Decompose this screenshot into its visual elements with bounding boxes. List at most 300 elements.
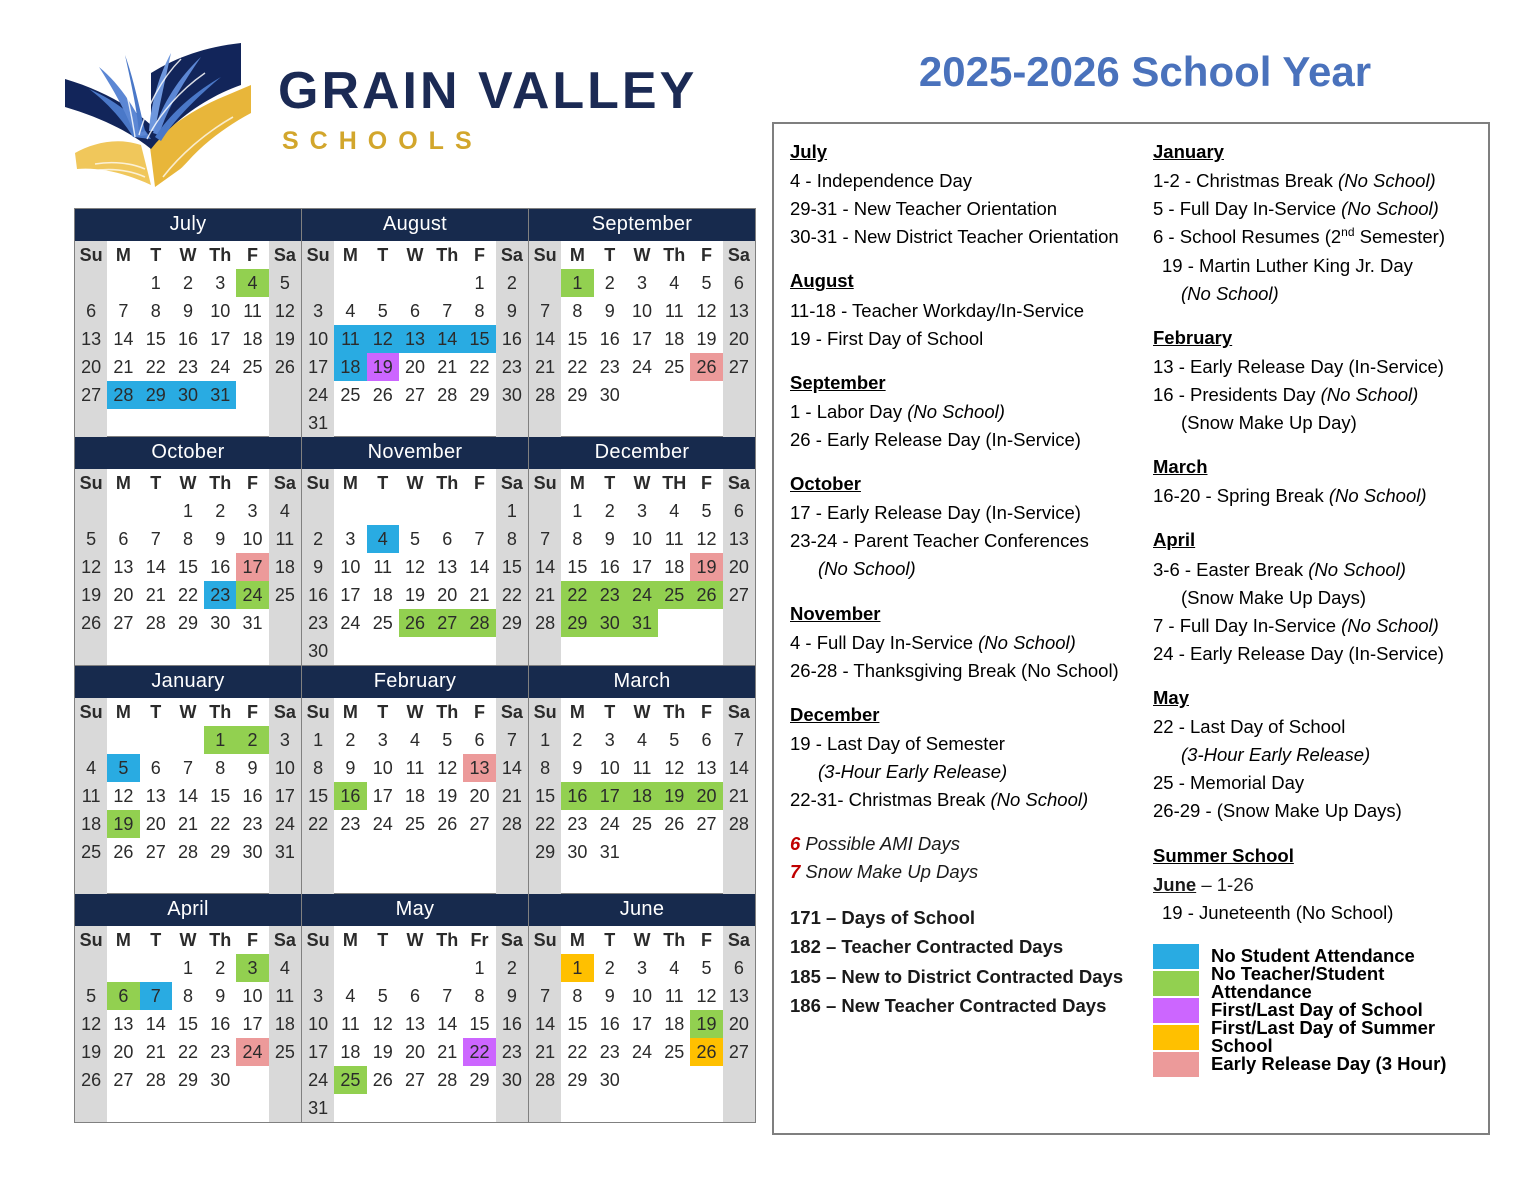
month-table: [529, 241, 755, 437]
day-cell: 9: [247, 757, 258, 778]
empty-cell: [236, 637, 268, 665]
weekday-header: F: [690, 469, 722, 497]
empty-cell: [367, 954, 399, 982]
empty-cell: [269, 637, 301, 665]
day-cell: 22: [496, 581, 528, 609]
weekday-header: Th: [658, 241, 690, 269]
weekday-header: Su: [75, 698, 107, 726]
day-cell: 5: [75, 525, 107, 553]
note-line: (Snow Make Up Days): [1181, 586, 1367, 608]
day-cell: 28: [463, 609, 495, 637]
day-cell: 18: [269, 553, 301, 581]
day-cell: 26: [113, 841, 134, 862]
note-section-may: [1153, 684, 1472, 826]
weekday-header-row: [529, 926, 755, 954]
day-cell: 31: [204, 381, 236, 409]
week-row: [75, 525, 301, 553]
day-cell: 18: [664, 329, 685, 349]
empty-cell: [334, 838, 366, 866]
day-cell: 10: [631, 529, 652, 550]
note-section-heading: November: [790, 602, 881, 624]
note-section-heading: May: [1153, 687, 1189, 709]
month-table: [75, 698, 301, 894]
week-row: [529, 1010, 755, 1038]
day-cell: 17: [242, 1013, 263, 1034]
weekday-header: F: [463, 241, 495, 269]
district-logo: [55, 22, 755, 197]
note-line: (No School): [1181, 282, 1279, 304]
day-cell: 12: [269, 297, 301, 325]
week-row: [529, 353, 755, 381]
note-section-july: [790, 138, 1127, 251]
day-cell: 9: [604, 985, 615, 1006]
day-cell: 26: [690, 353, 722, 381]
ami-line: 6 Possible AMI Days: [790, 833, 960, 855]
day-cell: 14: [529, 325, 561, 353]
day-cell: 26: [75, 609, 107, 637]
empty-cell: [431, 269, 463, 297]
week-row: [75, 982, 301, 1010]
weekday-header: Sa: [496, 926, 528, 954]
day-cell: 11: [664, 985, 684, 1006]
ami-days-block: [790, 830, 1127, 886]
day-cell: 13: [723, 525, 755, 553]
contracted-days-totals: [790, 903, 1127, 1021]
day-cell: 17: [631, 1013, 652, 1034]
week-row: [302, 497, 528, 525]
month-december: [529, 437, 755, 664]
empty-cell: [431, 1094, 463, 1122]
week-row: [529, 637, 755, 665]
day-cell: 27: [75, 381, 107, 409]
day-cell: 21: [496, 782, 528, 810]
week-row: [302, 609, 528, 637]
day-cell: 23: [177, 357, 198, 377]
month-table: [302, 469, 528, 665]
legend-label: Early Release Day (3 Hour): [1211, 1053, 1447, 1075]
empty-cell: [172, 409, 204, 437]
empty-cell: [334, 269, 366, 297]
day-cell: 7: [118, 301, 129, 321]
day-cell: 18: [75, 810, 107, 838]
empty-cell: [399, 954, 431, 982]
week-row: [75, 1094, 301, 1122]
weekday-header: Sa: [723, 241, 755, 269]
day-cell: 14: [145, 557, 166, 578]
note-section-january: [1153, 138, 1472, 308]
month-april: [75, 894, 302, 1122]
day-cell: 1: [496, 497, 528, 525]
day-cell: 10: [372, 757, 393, 778]
day-cell: 7: [474, 529, 485, 550]
day-cell: 6: [409, 985, 420, 1006]
empty-cell: [269, 1066, 301, 1094]
weekday-header: M: [107, 926, 139, 954]
note-line: 26 - Early Release Day (In-Service): [790, 428, 1081, 450]
empty-cell: [236, 409, 268, 437]
day-cell: 1: [182, 501, 193, 522]
empty-cell: [107, 866, 139, 894]
weekday-header: Su: [529, 698, 561, 726]
month-title: February: [302, 666, 528, 698]
day-cell: 20: [145, 813, 166, 834]
day-cell: 9: [182, 301, 193, 321]
day-cell: 6: [150, 757, 161, 778]
day-cell: 8: [474, 985, 485, 1006]
day-cell: 24: [631, 357, 652, 377]
ami-count: 6: [790, 833, 801, 855]
note-line: (3-Hour Early Release): [818, 761, 1008, 783]
day-cell: 19: [658, 782, 690, 810]
month-july: [75, 209, 302, 436]
day-cell: 15: [567, 1013, 588, 1034]
day-cell: 23: [302, 609, 334, 637]
day-cell: 18: [372, 585, 393, 606]
day-cell: 31: [269, 838, 301, 866]
month-september: [529, 209, 755, 436]
day-cell: 20: [404, 1041, 425, 1062]
empty-cell: [658, 1066, 690, 1094]
note-line: 22 - Last Day of School: [1153, 716, 1346, 738]
day-cell: 14: [145, 1013, 166, 1034]
weekday-header: W: [626, 241, 658, 269]
day-cell: 12: [437, 757, 458, 778]
month-title: November: [302, 437, 528, 469]
day-cell: 15: [302, 782, 334, 810]
empty-cell: [496, 409, 528, 437]
day-cell: 8: [182, 985, 193, 1006]
week-row: [529, 866, 755, 894]
note-line-italic: (No School): [1308, 558, 1406, 580]
day-cell: 20: [437, 585, 458, 606]
day-cell: 13: [404, 1013, 425, 1034]
day-cell: 7: [529, 297, 561, 325]
legend-label: First/Last Day of School: [1211, 999, 1423, 1021]
day-cell: 13: [463, 754, 495, 782]
day-cell: 30: [599, 385, 620, 405]
empty-cell: [529, 497, 561, 525]
day-cell: 7: [140, 982, 172, 1010]
day-cell: 29: [529, 838, 561, 866]
note-section-heading: December: [790, 703, 880, 725]
week-row: [302, 581, 528, 609]
page-title: 2025-2026 School Year: [918, 48, 1372, 95]
day-cell: 8: [572, 529, 583, 550]
weekday-header-row: [75, 926, 301, 954]
day-cell: 12: [696, 301, 717, 321]
month-table: [302, 698, 528, 894]
empty-cell: [140, 726, 172, 754]
month-title: January: [75, 666, 301, 698]
day-cell: 11: [664, 301, 684, 321]
note-line: 1 - Labor Day (No School): [790, 400, 1005, 422]
day-cell: 19: [75, 1038, 107, 1066]
day-cell: 15: [145, 329, 166, 349]
day-cell: 7: [442, 301, 453, 321]
day-cell: 25: [269, 1038, 301, 1066]
weekday-header: T: [594, 698, 626, 726]
day-cell: 21: [529, 581, 561, 609]
day-cell: 20: [113, 585, 134, 606]
day-cell: 5: [107, 754, 139, 782]
day-cell: 23: [496, 353, 528, 381]
calendar-quarter-row: [75, 666, 755, 894]
day-cell: 13: [723, 982, 755, 1010]
empty-cell: [172, 637, 204, 665]
day-cell: 28: [529, 1066, 561, 1094]
week-row: [75, 553, 301, 581]
empty-cell: [107, 409, 139, 437]
weekday-header: F: [690, 698, 722, 726]
day-cell: 30: [302, 637, 334, 665]
empty-cell: [723, 838, 755, 866]
day-cell: 4: [669, 501, 680, 522]
day-cell: 22: [302, 810, 334, 838]
summer-june-range: June – 1-26: [1153, 873, 1254, 895]
week-row: [529, 297, 755, 325]
day-cell: 5: [442, 729, 453, 750]
empty-cell: [626, 381, 658, 409]
empty-cell: [75, 269, 107, 297]
note-section-september: [790, 369, 1127, 454]
day-cell: 15: [529, 782, 561, 810]
weekday-header: T: [367, 241, 399, 269]
empty-cell: [594, 409, 626, 437]
day-cell: 16: [599, 557, 620, 578]
empty-cell: [236, 866, 268, 894]
day-cell: 4: [269, 954, 301, 982]
day-cell: 9: [302, 553, 334, 581]
day-cell: 19: [107, 810, 139, 838]
day-cell: 12: [664, 757, 685, 778]
day-cell: 29: [496, 609, 528, 637]
day-cell: 6: [723, 269, 755, 297]
week-row: [302, 954, 528, 982]
day-cell: 25: [242, 357, 263, 377]
day-cell: 11: [269, 982, 301, 1010]
legend-label: No Teacher/Student Attendance: [1211, 962, 1385, 1003]
week-row: [75, 1038, 301, 1066]
week-row: [302, 325, 528, 353]
empty-cell: [107, 637, 139, 665]
day-cell: 8: [182, 529, 193, 550]
day-cell: 30: [599, 1069, 620, 1090]
day-cell: 27: [469, 813, 490, 834]
week-row: [75, 409, 301, 437]
note-line-italic: (No School): [1341, 614, 1439, 636]
day-cell: 23: [242, 813, 263, 834]
week-row: [75, 838, 301, 866]
day-cell: 3: [636, 957, 647, 978]
day-cell: 14: [113, 329, 134, 349]
legend-row: [1153, 1016, 1472, 1057]
empty-cell: [140, 954, 172, 982]
empty-cell: [594, 866, 626, 894]
empty-cell: [302, 866, 334, 894]
day-cell: 21: [529, 1038, 561, 1066]
weekday-header: Th: [204, 926, 236, 954]
week-row: [302, 297, 528, 325]
logo-schools-text: SCHOOLS: [282, 127, 483, 155]
empty-cell: [463, 409, 495, 437]
day-cell: 8: [215, 757, 226, 778]
day-cell: 18: [664, 557, 685, 578]
month-title: August: [302, 209, 528, 241]
empty-cell: [334, 866, 366, 894]
day-cell: 22: [529, 810, 561, 838]
month-august: [302, 209, 529, 436]
month-june: [529, 894, 755, 1122]
note-section-november: [790, 600, 1127, 685]
month-title: May: [302, 894, 528, 926]
note-line: 5 - Full Day In-Service (No School): [1153, 198, 1439, 220]
weekday-header: T: [367, 469, 399, 497]
week-row: [529, 553, 755, 581]
weekday-header-row: [529, 698, 755, 726]
day-cell: 2: [604, 501, 615, 522]
summer-juneteenth-line: 19 - Juneteenth (No School): [1162, 901, 1394, 923]
day-cell: 23: [599, 1041, 620, 1062]
note-line-italic: (No School): [1328, 485, 1427, 507]
day-cell: 22: [561, 581, 593, 609]
weekday-header: T: [140, 469, 172, 497]
total-line: 182 – Teacher Contracted Days: [790, 936, 1064, 958]
day-cell: 21: [177, 813, 198, 834]
empty-cell: [399, 497, 431, 525]
week-row: [529, 1066, 755, 1094]
week-row: [302, 353, 528, 381]
empty-cell: [367, 497, 399, 525]
week-row: [529, 954, 755, 982]
weekday-header: Sa: [723, 926, 755, 954]
day-cell: 10: [269, 754, 301, 782]
week-row: [75, 637, 301, 665]
empty-cell: [172, 726, 204, 754]
day-cell: 3: [269, 726, 301, 754]
day-cell: 5: [701, 501, 712, 522]
weekday-header: W: [172, 469, 204, 497]
empty-cell: [431, 954, 463, 982]
note-line: 22-31- Christmas Break (No School): [790, 789, 1089, 811]
weekday-header: Sa: [496, 469, 528, 497]
month-table: [302, 926, 528, 1122]
day-cell: 3: [302, 297, 334, 325]
empty-cell: [529, 1094, 561, 1122]
day-cell: 23: [496, 1038, 528, 1066]
weekday-header: Sa: [723, 469, 755, 497]
day-cell: 28: [437, 1069, 458, 1090]
day-cell: 23: [210, 1041, 231, 1062]
day-cell: 18: [340, 1041, 361, 1062]
weekday-header: T: [140, 926, 172, 954]
day-cell: 3: [604, 729, 615, 750]
legend-swatch-first-last-school: [1153, 998, 1199, 1023]
day-cell: 12: [404, 557, 425, 578]
day-cell: 3: [377, 729, 388, 750]
day-cell: 8: [302, 754, 334, 782]
weekday-header: T: [594, 926, 626, 954]
weekday-header: T: [594, 469, 626, 497]
weekday-header: Su: [75, 469, 107, 497]
day-cell: 17: [372, 785, 393, 806]
day-cell: 30: [496, 381, 528, 409]
week-row: [75, 325, 301, 353]
day-cell: 9: [215, 985, 226, 1006]
empty-cell: [140, 1094, 172, 1122]
empty-cell: [75, 1094, 107, 1122]
day-cell: 2: [236, 726, 268, 754]
note-line-italic: (No School): [907, 400, 1005, 422]
empty-cell: [626, 1094, 658, 1122]
note-line-italic: (No School): [990, 789, 1089, 811]
weekday-header-row: [75, 469, 301, 497]
week-row: [302, 810, 528, 838]
logo-district-name: GRAIN VALLEY: [278, 62, 698, 120]
weekday-header: Th: [431, 926, 463, 954]
day-cell: 16: [177, 329, 198, 349]
weekday-header-row: [302, 926, 528, 954]
day-cell: 30: [210, 1069, 231, 1090]
total-line: 171 – Days of School: [790, 906, 976, 928]
empty-cell: [658, 409, 690, 437]
weekday-header: W: [172, 698, 204, 726]
day-cell: 17: [594, 782, 626, 810]
empty-cell: [463, 838, 495, 866]
empty-cell: [626, 1066, 658, 1094]
weekday-header: Sa: [269, 241, 301, 269]
empty-cell: [561, 1094, 593, 1122]
day-cell: 5: [377, 985, 388, 1006]
empty-cell: [334, 497, 366, 525]
day-cell: 28: [177, 841, 198, 862]
empty-cell: [723, 409, 755, 437]
empty-cell: [690, 381, 722, 409]
day-cell: 29: [469, 385, 490, 405]
note-line: 25 - Memorial Day: [1153, 772, 1305, 794]
month-table: [75, 469, 301, 665]
empty-cell: [463, 497, 495, 525]
day-cell: 27: [113, 1069, 134, 1090]
day-cell: 31: [242, 613, 263, 634]
day-cell: 13: [437, 557, 458, 578]
weekday-header: M: [334, 698, 366, 726]
day-cell: 31: [626, 609, 658, 637]
weekday-header: F: [236, 698, 268, 726]
day-cell: 23: [340, 813, 361, 834]
notes-panel: [772, 122, 1490, 1135]
month-october: [75, 437, 302, 664]
week-row: [302, 1010, 528, 1038]
week-row: [75, 609, 301, 637]
legend-swatch-no-teacher-student: [1153, 971, 1199, 996]
empty-cell: [561, 637, 593, 665]
day-cell: 8: [572, 985, 583, 1006]
weekday-header: M: [561, 469, 593, 497]
empty-cell: [367, 838, 399, 866]
day-cell: 28: [145, 1069, 166, 1090]
day-cell: 23: [567, 813, 588, 834]
day-cell: 20: [75, 353, 107, 381]
empty-cell: [529, 409, 561, 437]
calendar-quarter-row: [75, 437, 755, 665]
day-cell: 18: [242, 329, 263, 349]
legend-swatch-early-release: [1153, 1052, 1199, 1077]
empty-cell: [269, 609, 301, 637]
weekday-header: Su: [529, 469, 561, 497]
empty-cell: [658, 609, 690, 637]
day-cell: 10: [599, 757, 620, 778]
weekday-header: M: [107, 698, 139, 726]
